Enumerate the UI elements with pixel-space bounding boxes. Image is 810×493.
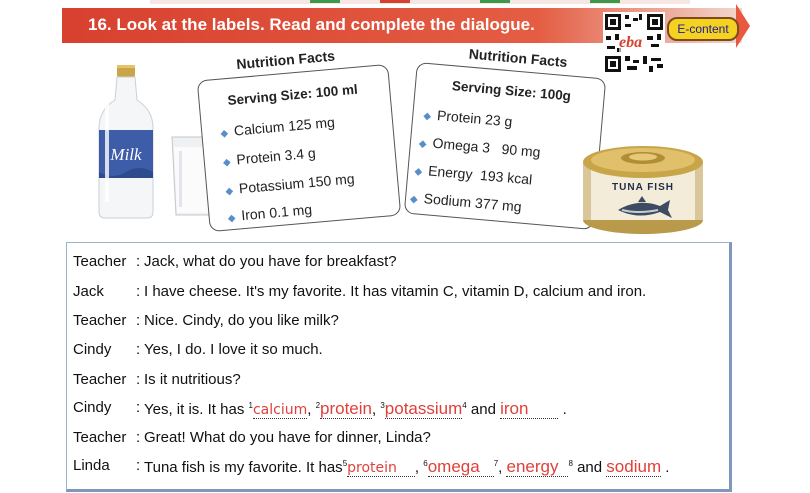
serving-size: Serving Size: 100 ml <box>226 81 359 109</box>
answer-blank[interactable]: omega <box>428 457 494 477</box>
line-text: I have cheese. It's my favorite. It has vitamin C, vitamin D, calcium and iron. <box>144 283 647 300</box>
colon: : <box>136 283 141 300</box>
answer-blank[interactable]: protein <box>347 460 415 477</box>
serving-size: Serving Size: 100g <box>451 78 572 104</box>
blank-number: 3 <box>380 401 385 410</box>
nutrient-item: ◆ Iron 0.1 mg <box>227 201 313 225</box>
nutrient-item: ◆ Protein 23 g <box>422 106 514 130</box>
colon: : <box>136 399 141 416</box>
milk-label: Milk <box>110 145 142 164</box>
bullet-icon: ◆ <box>220 128 229 140</box>
milk-nutrition-card <box>197 47 402 232</box>
line-prefix: Yes, it is. It has <box>144 401 245 418</box>
blank-number: 4 <box>462 401 467 410</box>
line-text: Yes, it is. It has $^1$calcium, $^2$protein, $^3$potassium$^4$ and iron . <box>144 399 567 418</box>
colon: : <box>136 371 141 388</box>
line-text: Nice. Cindy, do you like milk? <box>144 312 339 329</box>
blank-number: 1 <box>248 401 253 410</box>
line-text: Is it nutritious? <box>144 371 241 388</box>
line-text: Yes, I do. I love it so much. <box>144 341 323 358</box>
bullet-icon: ◆ <box>422 110 432 123</box>
eba-logo: eba <box>619 34 643 51</box>
bullet-icon: ◆ <box>418 138 428 151</box>
answer-blank[interactable]: potassium <box>384 399 463 418</box>
nutrient-item: ◆ Sodium 377 mg <box>409 190 523 215</box>
milk-bottle-image <box>95 62 157 222</box>
speaker: Teacher <box>73 371 127 388</box>
bullet-icon: ◆ <box>225 185 234 198</box>
tuna-can-label: TUNA FISH <box>612 182 674 193</box>
tuna-nutrition-card <box>404 45 607 230</box>
bullet-icon: ◆ <box>222 157 232 169</box>
answer-blank[interactable]: calcium <box>252 402 308 418</box>
top-decoration <box>150 0 690 4</box>
line-text: Tuna fish is my favorite. It has$^5$protein , $^6$omega $^7$, energy $^8$ and sodium . <box>144 457 670 476</box>
blank-number: 2 <box>315 401 321 410</box>
speaker: Cindy <box>73 341 112 358</box>
speaker: Cindy <box>73 399 112 416</box>
line-prefix: Tuna fish is my favorite. It has <box>144 459 343 476</box>
blank-number: 7 <box>493 459 499 468</box>
bullet-icon: ◆ <box>227 212 237 225</box>
blank-number: 6 <box>423 459 428 468</box>
answer-blank[interactable]: energy <box>506 457 568 477</box>
speaker: Teacher <box>73 253 127 270</box>
nutrient-item: ◆ Energy 193 kcal <box>413 162 533 188</box>
speaker: Teacher <box>73 429 127 446</box>
nutrient-item: ◆ Protein 3.4 g <box>222 144 317 169</box>
nutrient-item: ◆ Omega 3 90 mg <box>418 134 542 161</box>
answer-blank[interactable]: iron <box>500 399 558 419</box>
speaker: Teacher <box>73 312 127 329</box>
colon: : <box>136 312 141 329</box>
colon: : <box>136 429 141 446</box>
colon: : <box>136 457 141 474</box>
bullet-icon: ◆ <box>409 193 419 206</box>
colon: : <box>136 341 141 358</box>
and-word: and <box>470 401 496 418</box>
blank-number: 5 <box>342 459 348 468</box>
answer-blank[interactable]: protein <box>320 399 372 418</box>
line-text: Great! What do you have for dinner, Linda? <box>144 429 431 446</box>
tuna-can-image <box>580 138 706 236</box>
colon: : <box>136 253 141 270</box>
dialogue-box <box>66 242 732 492</box>
exercise-title: 16. Look at the labels. Read and complete the dialogue. <box>88 15 535 34</box>
e-content-button[interactable]: E-content <box>667 17 739 41</box>
nutrient-item: ◆ Calcium 125 mg <box>220 113 336 140</box>
blank-number: 8 <box>568 459 573 468</box>
card-title: Nutrition Facts <box>468 45 569 71</box>
qr-code[interactable] <box>603 12 665 74</box>
line-text: Jack, what do you have for breakfast? <box>144 253 397 270</box>
card-title: Nutrition Facts <box>235 47 336 73</box>
bullet-icon: ◆ <box>413 166 423 178</box>
and-word: and <box>577 459 603 476</box>
nutrient-item: ◆ Potassium 150 mg <box>225 170 356 198</box>
speaker: Jack <box>73 283 104 300</box>
speaker: Linda <box>73 457 110 474</box>
answer-blank[interactable]: sodium <box>606 457 662 476</box>
